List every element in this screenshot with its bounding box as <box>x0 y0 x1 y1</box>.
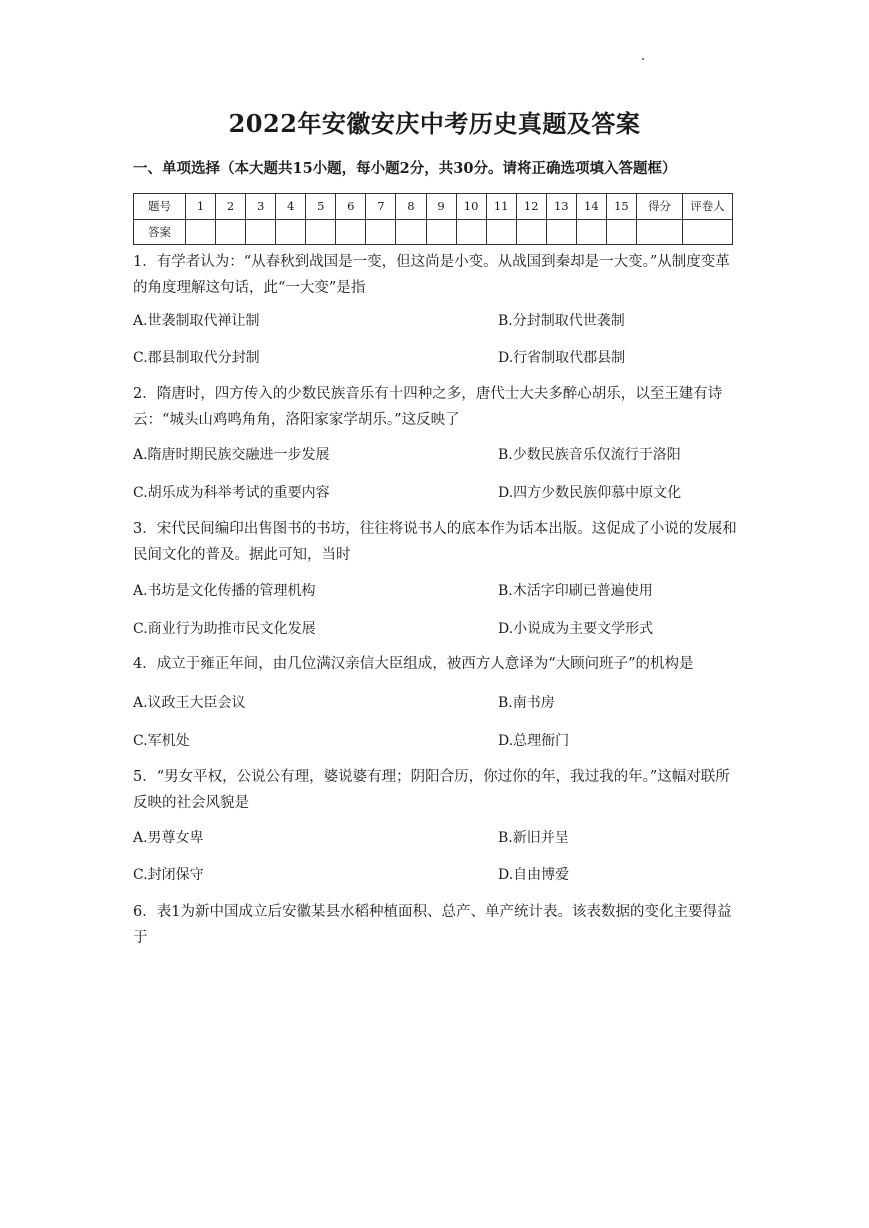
grid-col-14: 14 <box>576 194 606 220</box>
question-5-stem: 5．“男女平权，公说公有理，婆说婆有理；阴阳合历，你过你的年，我过我的年。”这幅对联所反映的社会风貌是 <box>133 769 730 811</box>
question-1-option-c: C.郡县制取代分封制 <box>133 350 260 366</box>
answer-cell-15[interactable] <box>606 219 636 245</box>
question-4-option-c: C.军机处 <box>133 733 190 749</box>
section-heading: 一、单项选择（本大题共15小题，每小题2分，共30分。请将正确选项填入答题框） <box>133 160 677 177</box>
answer-cell-7[interactable] <box>366 219 396 245</box>
grid-col-9: 9 <box>426 194 456 220</box>
answer-cell-6[interactable] <box>336 219 366 245</box>
answer-cell-3[interactable] <box>246 219 276 245</box>
answer-grid-answer-row <box>134 219 733 245</box>
answer-cell-4[interactable] <box>276 219 306 245</box>
grid-col-1: 1 <box>186 194 216 220</box>
page-title: 2022年安徽安庆中考历史真题及答案 <box>228 109 641 138</box>
grid-col-2: 2 <box>216 194 246 220</box>
question-1-option-a: A.世袭制取代禅让制 <box>133 313 260 329</box>
grid-col-3: 3 <box>246 194 276 220</box>
question-5-option-a: A.男尊女卑 <box>133 830 204 846</box>
answer-grid <box>133 193 733 245</box>
question-4-option-d: D.总理衙门 <box>498 733 570 749</box>
question-1-option-b: B.分封制取代世袭制 <box>498 313 625 329</box>
question-3-option-a: A.书坊是文化传播的管理机构 <box>133 583 316 599</box>
question-2-stem: 2．隋唐时，四方传入的少数民族音乐有十四种之多，唐代士大夫多醉心胡乐，以至王建有诗云：“城头山鸡鸣角角，洛阳家家学胡乐。”这反映了 <box>133 386 723 428</box>
grader-cell[interactable] <box>683 219 733 245</box>
answer-cell-10[interactable] <box>456 219 486 245</box>
grid-col-8: 8 <box>396 194 426 220</box>
question-5-option-b: B.新旧并呈 <box>498 830 569 846</box>
question-3-option-b: B.木活字印刷已普遍使用 <box>498 583 653 599</box>
grid-col-4: 4 <box>276 194 306 220</box>
grid-col-6: 6 <box>336 194 366 220</box>
question-1-stem: 1．有学者认为：“从春秋到战国是一变，但这尚是小变。从战国到秦却是一大变。”从制度变革的角度理解这句话，此“一大变”是指 <box>133 254 730 296</box>
grid-label-answer: 答案 <box>134 219 186 245</box>
answer-cell-9[interactable] <box>426 219 456 245</box>
answer-cell-8[interactable] <box>396 219 426 245</box>
scan-speck <box>642 58 644 60</box>
question-2-option-c: C.胡乐成为科举考试的重要内容 <box>133 485 330 501</box>
question-4-option-a: A.议政王大臣会议 <box>133 695 246 711</box>
grid-label-score: 得分 <box>637 194 683 220</box>
question-4-option-b: B.南书房 <box>498 695 555 711</box>
question-2-option-b: B.少数民族音乐仅流行于洛阳 <box>498 447 681 463</box>
answer-cell-2[interactable] <box>216 219 246 245</box>
answer-grid-header-row <box>134 194 733 220</box>
grid-col-5: 5 <box>306 194 336 220</box>
grid-label-grader: 评卷人 <box>683 194 733 220</box>
grid-col-13: 13 <box>546 194 576 220</box>
question-5-option-c: C.封闭保守 <box>133 867 204 883</box>
question-6-stem: 6．表1为新中国成立后安徽某县水稻种植面积、总产、单产统计表。该表数据的变化主要得益于 <box>133 904 732 946</box>
question-3-stem: 3．宋代民间编印出售图书的书坊，往往将说书人的底本作为话本出版。这促成了小说的发展和民间文化的普及。据此可知，当时 <box>133 521 737 563</box>
answer-cell-5[interactable] <box>306 219 336 245</box>
score-cell[interactable] <box>637 219 683 245</box>
answer-cell-13[interactable] <box>546 219 576 245</box>
question-3-option-d: D.小说成为主要文学形式 <box>498 621 654 637</box>
question-3-option-c: C.商业行为助推市民文化发展 <box>133 621 316 637</box>
question-4-stem: 4．成立于雍正年间，由几位满汉亲信大臣组成，被西方人意译为“大顾问班子”的机构是 <box>133 656 694 672</box>
grid-col-10: 10 <box>456 194 486 220</box>
grid-label-number: 题号 <box>134 194 186 220</box>
question-2-option-a: A.隋唐时期民族交融进一步发展 <box>133 447 330 463</box>
answer-cell-14[interactable] <box>576 219 606 245</box>
question-2-option-d: D.四方少数民族仰慕中原文化 <box>498 485 682 501</box>
answer-cell-1[interactable] <box>186 219 216 245</box>
question-1-option-d: D.行省制取代郡县制 <box>498 350 626 366</box>
question-5-option-d: D.自由博爱 <box>498 867 570 883</box>
answer-cell-12[interactable] <box>516 219 546 245</box>
grid-col-7: 7 <box>366 194 396 220</box>
answer-cell-11[interactable] <box>486 219 516 245</box>
grid-col-15: 15 <box>606 194 636 220</box>
grid-col-11: 11 <box>486 194 516 220</box>
grid-col-12: 12 <box>516 194 546 220</box>
